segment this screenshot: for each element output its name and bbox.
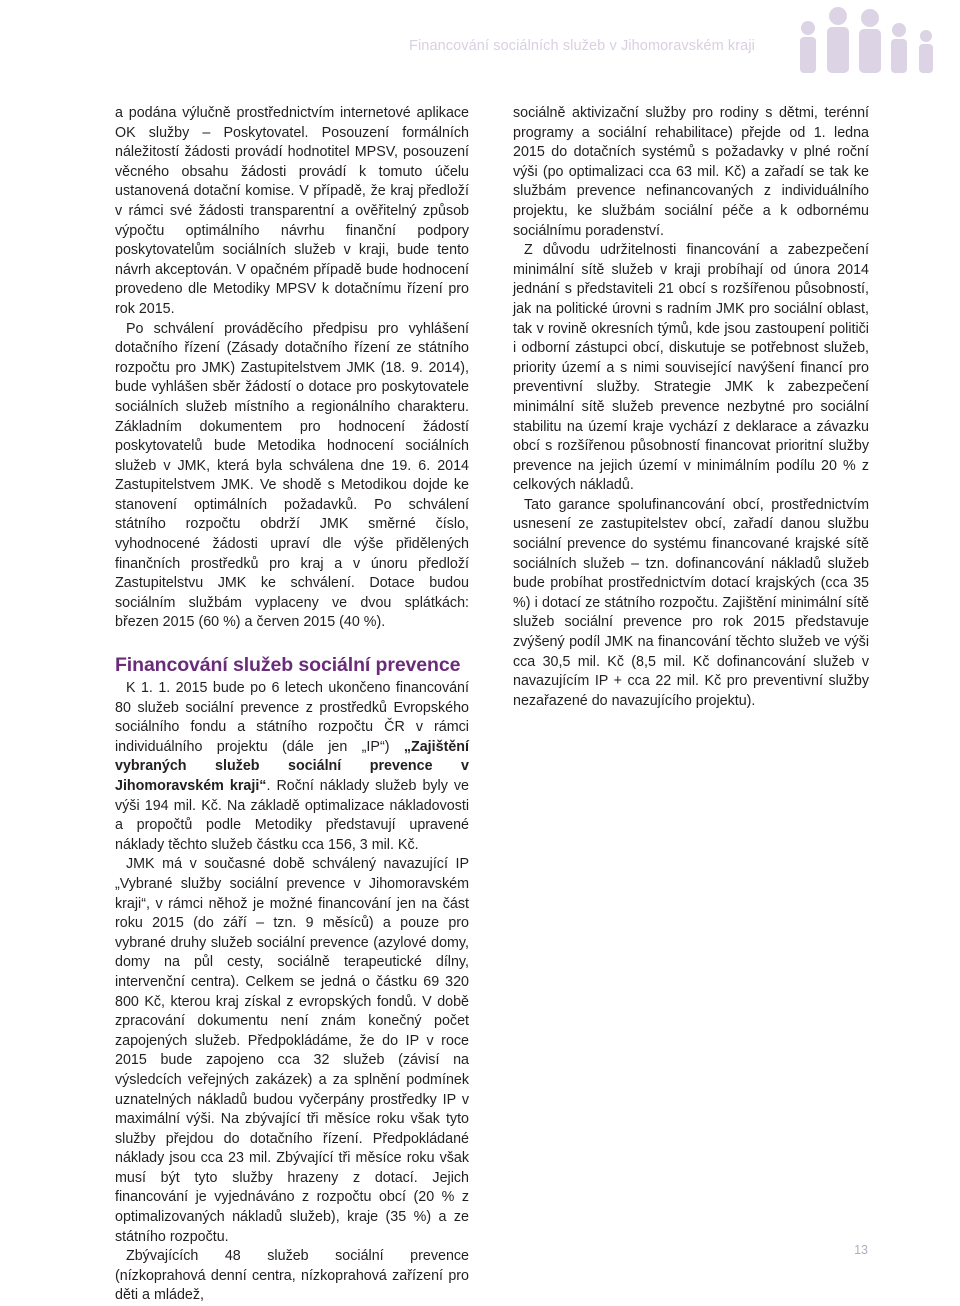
paragraph: Po schválení prováděcího předpisu pro vyhlášení dotačního řízení (Zásady dotačního řízení ze státního rozpočtu pro JMK) Zastupitelstvem JMK (18. 9. 2014), bude vyhlášen sběr žádostí o dotace pro poskytovatele sociálních služeb místního a regionálního charakteru. Základním dokumentem pro hodnocení žádostí poskytovatelů bude Metodika hodnocení sociálních služeb v JMK, která byla schválena dne 19. 6. 2014 Zastupitelstvem JMK. Ve shodě s Metodikou dojde ke stanovení optimálních požadavků. Po schválení státního rozpočtu obdrží JMK směrné číslo, vyhodnocené žádosti upraví dle výše přidělených finančních prostředků pro kraj a v únoru předloží Zastupitelstvu JMK ke schválení. Dotace budou sociálním službám vyplaceny ve dvou splátkách: březen 2015 (60 %) a červen 2015 (40 %). [115,320,469,631]
running-header-title: Financování sociálních služeb v Jihomoravském kraji [409,38,755,54]
paragraph-text: K 1. 1. 2015 bude po 6 letech ukončeno financování 80 služeb sociální prevence z prostředků Evropského sociálního fondu a státního rozpočtu ČR v rámci individuálního projektu (dále jen „IP“) [115,680,469,755]
paragraph: Z důvodu udržitelnosti financování a zabezpečení minimální sítě služeb v kraji probíhají od února 2014 jednání s představiteli 21 obcí s rozšířenou působností, jak na politické úrovni s radním JMK pro sociální oblast, tak v rovině okresních týmů, kde jsou zastoupení političi i odborní zástupci obcí, diskutuje se potřebnost služeb, priority území a s nimi související navýšení financí pro preventivní služby. Strategie JMK k zabezpečení minimální sítě služeb prevence nezbytné pro sociální stabilitu na území kraje vychází z deklarace a závazku obcí s rozšířenou působností financovat prioritní služby prevence na jejich území v minimálním podílu 20 % z celkových nákladů. [513,242,869,494]
right-text-column [513,104,869,711]
paragraph: Tato garance spolufinancování obcí, prostřednictvím usnesení ze zastupitelstev obcí, zařadí danou službu sociální prevence do systému financované krajské sítě sociálních služeb – tzn. dofinancování nákladů služeb bude probíhat prostřednictvím dotací krajských (cca 35 %) i dotací ze státního rozpočtu. Zajištění minimální sítě služeb sociální prevence pro rok 2015 představuje zvýšený podíl JMK na financování těchto služeb ve výši cca 30,5 mil. Kč (8,5 mil. Kč dofinancování služeb v navazujícím IP + cca 22 mil. Kč pro preventivní služby nezařazené do navazujícího projektu). [513,496,869,709]
paragraph: Zbývajících 48 služeb sociální prevence (nízkoprahová denní centra, nízkoprahová zařízení pro děti a mládež, [115,1248,469,1304]
family-figures-icon [786,6,946,76]
paragraph [115,679,469,855]
project-name-bold: „Zajištění vybraných služeb sociální prevence v Jihomoravském kraji“ [115,738,469,794]
left-text-column [115,104,469,1306]
page-number: 13 [854,1243,868,1257]
paragraph-text: . Roční náklady služeb byly ve výši 194 mil. Kč. Na základě optimalizace nákladovosti a propočtů podle Metodiky představují upravené náklady těchto služeb částku cca 156, 3 mil. Kč. [115,778,469,853]
paragraph: JMK má v současné době schválený navazující IP „Vybrané služby sociální prevence v Jihomoravském kraji“, v rámci něhož je možné financování jen na část roku 2015 (do září – tzn. 9 měsíců) a pouze pro vybrané druhy služeb sociální prevence (azylové domy, domy na půl cesty, sociálně terapeutické dílny, intervenční centra). Celkem se jedná o částku 69 320 800 Kč, kterou kraj získal z evropských fondů. V době zpracování dokumentu není znám konečný počet zapojených služeb. Předpokládáme, že do IP v roce 2015 bude zapojeno cca 32 služeb (závisí na výsledcích veřejných zakázek) a za splnění podmínek uznatelných nákladů budou vyčerpány prostředky IP v maximální výši. Na zbývající tři měsíce roku však tyto služby přejdou do dotačního řízení. Předpokládané náklady jsou cca 23 mil. Zbývající tři měsíce roku však musí být tyto služby hrazeny z dotací. Jejich financování je vyjednáváno z rozpočtu obcí (20 % z optimalizovaných nákladů služeb), kraje (35 %) a ze státního rozpočtu. [115,856,469,1245]
paragraph: sociálně aktivizační služby pro rodiny s dětmi, terénní programy a sociální rehabilitace) přejde od 1. ledna 2015 do dotačních systémů s požadavky v plné roční výši (po optimalizaci cca 63 mil. Kč) a zařadí se tak ke službám prevence nefinancovaných z individuálního projektu, ke službám sociální péče a k odbornému sociálnímu poradenství. [513,105,869,239]
section-heading: Financování služeb sociální prevence [115,654,461,677]
paragraph: a podána výlučně prostřednictvím internetové aplikace OK služby – Poskytovatel. Posouzení formálních náležitostí žádosti provádí hodnotitel MPSV, posouzení věcného obsahu žádosti provádí k tomuto účelu ustanovená dotační komise. V případě, že kraj předloží v rámci své žádosti transparentní a ověřitelný způsob výpočtu optimálního návrhu finanční podpory poskytovatelům sociálních služeb v kraji, bude tento návrh akceptován. V opačném případě bude hodnocení provedeno dle Metodiky MPSV k dotačnímu řízení pro rok 2015. [115,105,469,317]
